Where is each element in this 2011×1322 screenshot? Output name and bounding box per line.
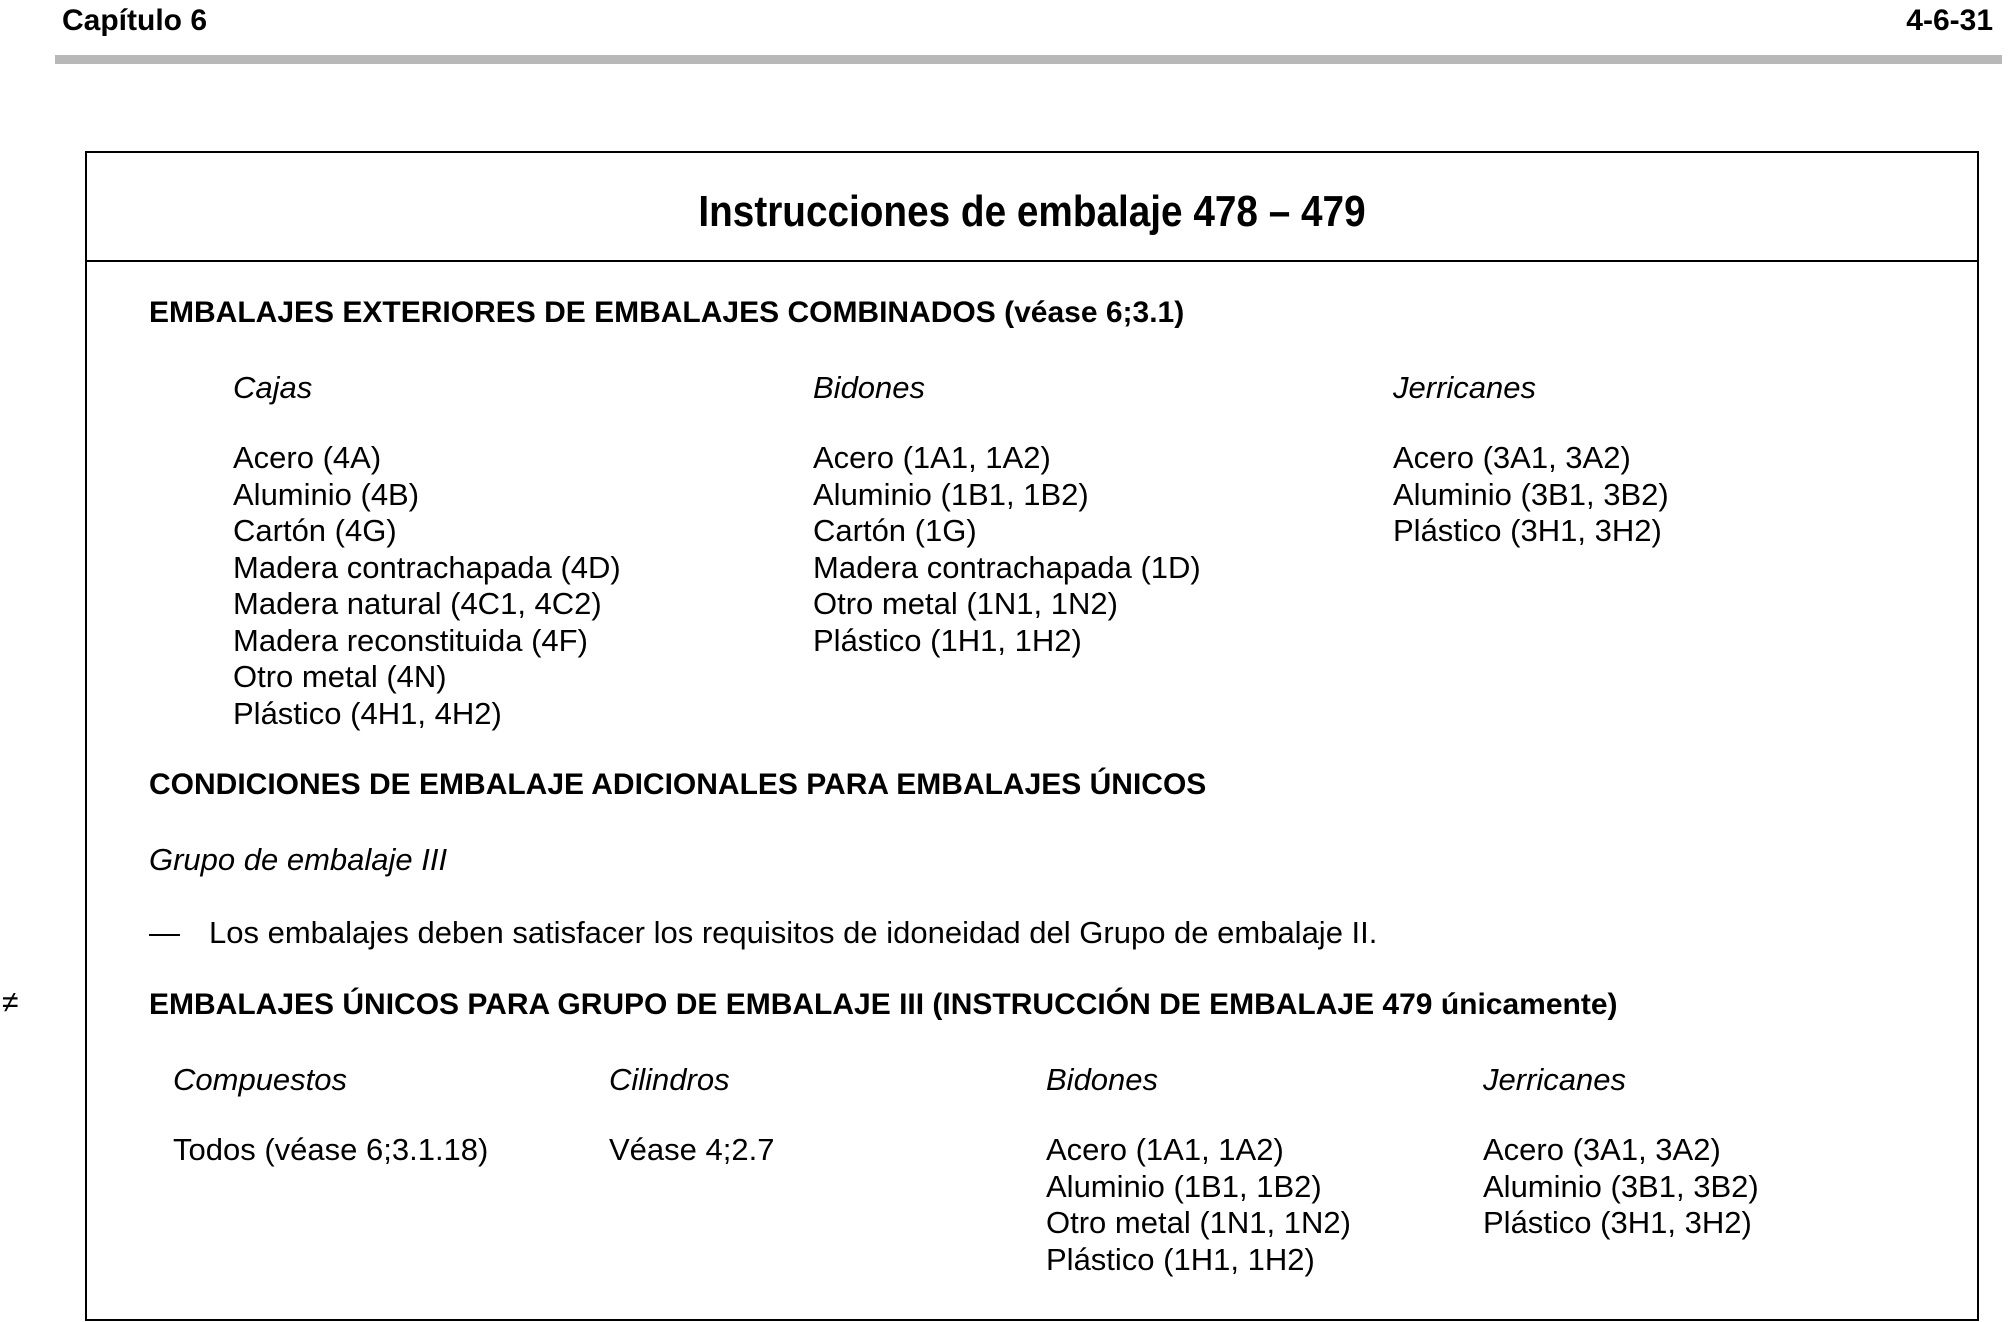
list-item: Aluminio (1B1, 1B2) [813, 476, 1089, 512]
list-item: Plástico (3H1, 3H2) [1393, 513, 1662, 548]
section-heading-conditions: CONDICIONES DE EMBALAJE ADICIONALES PARA EMBALAJES ÚNICOS [149, 768, 1207, 801]
page-number: 4-6-31 [1906, 4, 1993, 37]
list-item: Madera natural (4C1, 4C2) [233, 586, 602, 621]
list-cajas [233, 440, 621, 732]
list-item: Aluminio (3B1, 3B2) [1393, 476, 1669, 512]
list-item: Otro metal (1N1, 1N2) [813, 586, 1118, 621]
list-compuestos [173, 1132, 488, 1169]
column-label-cilindros: Cilindros [609, 1062, 730, 1097]
list-item: Véase 4;2.7 [609, 1132, 775, 1167]
column-label-jerricanes: Jerricanes [1393, 370, 1536, 405]
list-item: Cartón (1G) [813, 513, 977, 548]
list-item: Todos (véase 6;3.1.18) [173, 1132, 489, 1167]
section-heading-single: EMBALAJES ÚNICOS PARA GRUPO DE EMBALAJE III (INSTRUCCIÓN DE EMBALAJE 479 únicamente) [149, 988, 1618, 1021]
dash-bullet: — [149, 915, 180, 950]
list-item: Plástico (1H1, 1H2) [813, 622, 1082, 658]
list-bidones-single [1046, 1132, 1351, 1278]
list-bidones [813, 440, 1201, 659]
column-label-jerricanes-single: Jerricanes [1483, 1062, 1626, 1097]
change-mark: ≠ [2, 986, 19, 1019]
condition-text: Los embalajes deben satisfacer los requisitos de idoneidad del Grupo de embalaje II. [209, 915, 1378, 950]
list-item: Acero (1A1, 1A2) [813, 440, 1051, 475]
list-item: Aluminio (3B1, 3B2) [1483, 1168, 1759, 1204]
column-label-bidones-single: Bidones [1046, 1062, 1159, 1097]
list-item: Madera reconstituida (4F) [233, 622, 588, 658]
column-label-compuestos: Compuestos [173, 1062, 348, 1097]
header-rule [55, 55, 2002, 64]
list-item: Cartón (4G) [233, 513, 397, 548]
list-jerricanes-single [1483, 1132, 1759, 1242]
page-title: Instrucciones de embalaje 478 – 479 [698, 187, 1366, 236]
instruction-frame [85, 151, 1979, 1321]
list-item: Plástico (1H1, 1H2) [1046, 1241, 1315, 1277]
list-item: Acero (3A1, 3A2) [1393, 440, 1631, 475]
list-cilindros [609, 1132, 774, 1169]
list-item: Plástico (4H1, 4H2) [233, 695, 502, 731]
section-heading-combined: EMBALAJES EXTERIORES DE EMBALAJES COMBINADOS (véase 6;3.1) [149, 296, 1185, 329]
list-item: Plástico (3H1, 3H2) [1483, 1205, 1752, 1240]
list-item: Otro metal (4N) [233, 659, 447, 694]
list-item: Acero (1A1, 1A2) [1046, 1132, 1284, 1167]
list-item: Madera contrachapada (1D) [813, 549, 1201, 585]
packing-group-label: Grupo de embalaje III [149, 842, 448, 877]
list-item: Aluminio (1B1, 1B2) [1046, 1168, 1322, 1204]
title-band [87, 153, 1977, 262]
list-item: Aluminio (4B) [233, 476, 420, 512]
list-item: Acero (3A1, 3A2) [1483, 1132, 1721, 1167]
list-jerricanes [1393, 440, 1669, 550]
list-item: Otro metal (1N1, 1N2) [1046, 1205, 1351, 1240]
column-label-bidones: Bidones [813, 370, 926, 405]
list-item: Madera contrachapada (4D) [233, 549, 621, 585]
list-item: Acero (4A) [233, 440, 382, 475]
column-label-cajas: Cajas [233, 370, 313, 405]
chapter-label: Capítulo 6 [62, 4, 208, 37]
